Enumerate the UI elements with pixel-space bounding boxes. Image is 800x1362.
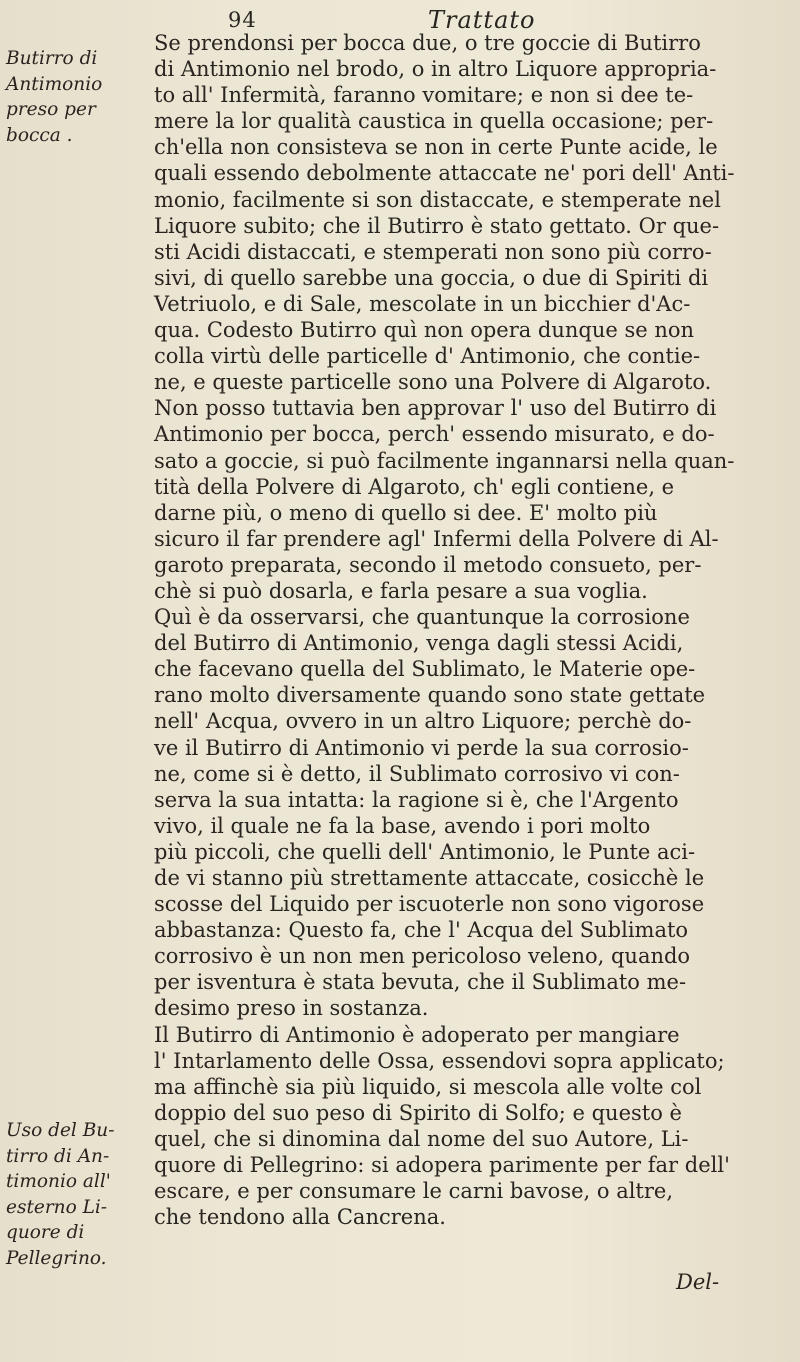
text-line: qua. Codesto Butirro quì non opera dunque se non	[154, 318, 695, 343]
text-line: vivo, il quale ne fa la base, avendo i pori molto	[154, 813, 651, 838]
text-line: che tendono alla Cancrena.	[154, 1205, 446, 1230]
margin-line: timonio all'	[6, 1171, 111, 1192]
text-line: darne più, o meno di quello si dee. E' molto più	[154, 500, 658, 525]
text-line: quali essendo debolmente attaccate ne' pori dell' Anti-	[154, 161, 735, 186]
text-line: per isventura è stata bevuta, che il Sublimato me-	[154, 970, 687, 995]
text-line: ve il Butirro di Antimonio vi perde la sua corrosio-	[154, 735, 689, 760]
text-line: tità della Polvere di Algaroto, ch' egli contiene, e	[154, 474, 675, 499]
margin-line: preso per	[6, 99, 96, 120]
margin-line: quore di	[6, 1222, 85, 1243]
text-line: quel, che si dinomina dal nome del suo Autore, Li-	[154, 1126, 689, 1151]
margin-line: Butirro di	[6, 48, 98, 69]
catchword: Del-	[676, 1270, 720, 1294]
text-line: serva la sua intatta: la ragione si è, che l'Argento	[154, 787, 679, 812]
text-line: Vetriuolo, e di Sale, mescolate in un bicchier d'Ac-	[154, 291, 691, 316]
text-line: l' Intarlamento delle Ossa, essendovi sopra applicato;	[154, 1048, 725, 1073]
text-line: Liquore subito; che il Butirro è stato gettato. Or que-	[154, 213, 720, 238]
text-line: escare, e per consumare le carni bavose, o altre,	[154, 1179, 674, 1204]
text-line: rano molto diversamente quando sono state gettate	[154, 683, 706, 708]
text-line: garoto preparata, secondo il metodo consueto, per-	[154, 552, 702, 577]
text-line: Quì è da osservarsi, che quantunque la corrosione	[154, 605, 690, 630]
text-line: di Antimonio nel brodo, o in altro Liquore appropria-	[154, 57, 717, 82]
text-line: Non posso tuttavia ben approvar l' uso del Butirro di	[154, 396, 717, 421]
text-line: Se prendonsi per bocca due, o tre goccie di Butirro	[154, 31, 701, 55]
text-line: sti Acidi distaccati, e stemperati non sono più corro-	[154, 239, 712, 264]
margin-note-butirro-per-bocca	[6, 46, 126, 148]
text-line: corrosivo è un non men pericoloso veleno, quando	[154, 944, 691, 969]
text-line: Antimonio per bocca, perch' essendo misurato, e do-	[154, 422, 715, 447]
margin-line: Uso del Bu-	[6, 1120, 115, 1141]
text-line: nell' Acqua, ovvero in un altro Liquore; perchè do-	[154, 709, 692, 734]
running-title: Trattato	[428, 6, 536, 34]
text-line: sato a goccie, si può facilmente ingannarsi nella quan-	[154, 448, 735, 473]
margin-line: Antimonio	[6, 73, 103, 95]
text-line: de vi stanno più strettamente attaccate, cosicchè le	[154, 866, 705, 890]
text-line: ch'ella non consisteva se non in certe Punte acide, le	[154, 135, 718, 160]
margin-line: esterno Li-	[6, 1196, 108, 1218]
margin-line: Pellegrino.	[6, 1247, 107, 1269]
text-line: abbastanza: Questo fa, che l' Acqua del Sublimato	[154, 918, 689, 943]
text-line: doppio del suo peso di Spirito di Solfo; e questo è	[154, 1100, 682, 1125]
text-line: Il Butirro di Antimonio è adoperato per mangiare	[154, 1022, 680, 1047]
text-line: desimo preso in sostanza.	[154, 996, 429, 1021]
text-line: to all' Infermità, faranno vomitare; e non si dee te-	[154, 83, 694, 108]
text-line: quore di Pellegrino: si adopera parimente per far dell'	[154, 1153, 730, 1178]
text-line: sivi, di quello sarebbe una goccia, o due di Spiriti di	[154, 265, 709, 290]
margin-line: bocca .	[6, 124, 73, 146]
text-line: del Butirro di Antimonio, venga dagli stessi Acidi,	[154, 631, 684, 656]
margin-note-uso-esterno	[6, 1118, 126, 1271]
text-line: ma affinchè sia più liquido, si mescola alle volte col	[154, 1074, 702, 1099]
text-line: colla virtù delle particelle d' Antimonio, che contie-	[154, 344, 701, 369]
text-line: sicuro il far prendere agl' Infermi della Polvere di Al-	[154, 526, 719, 551]
text-line: ne, come si è detto, il Sublimato corrosivo vi con-	[154, 761, 680, 786]
body-text	[154, 30, 794, 1230]
text-line: monio, facilmente si son distaccate, e stemperate nel	[154, 187, 721, 212]
text-line: più piccoli, che quelli dell' Antimonio, le Punte aci-	[154, 839, 696, 864]
text-line: che facevano quella del Sublimato, le Materie ope-	[154, 657, 696, 682]
text-line: scosse del Liquido per iscuoterle non sono vigorose	[154, 892, 705, 917]
page-number: 94	[228, 8, 257, 32]
text-line: chè si può dosarla, e farla pesare a sua voglia.	[154, 578, 648, 603]
text-line: mere la lor qualità caustica in quella occasione; per-	[154, 109, 714, 134]
text-line: ne, e queste particelle sono una Polvere di Algaroto.	[154, 370, 712, 395]
margin-line: tirro di An-	[6, 1145, 110, 1167]
